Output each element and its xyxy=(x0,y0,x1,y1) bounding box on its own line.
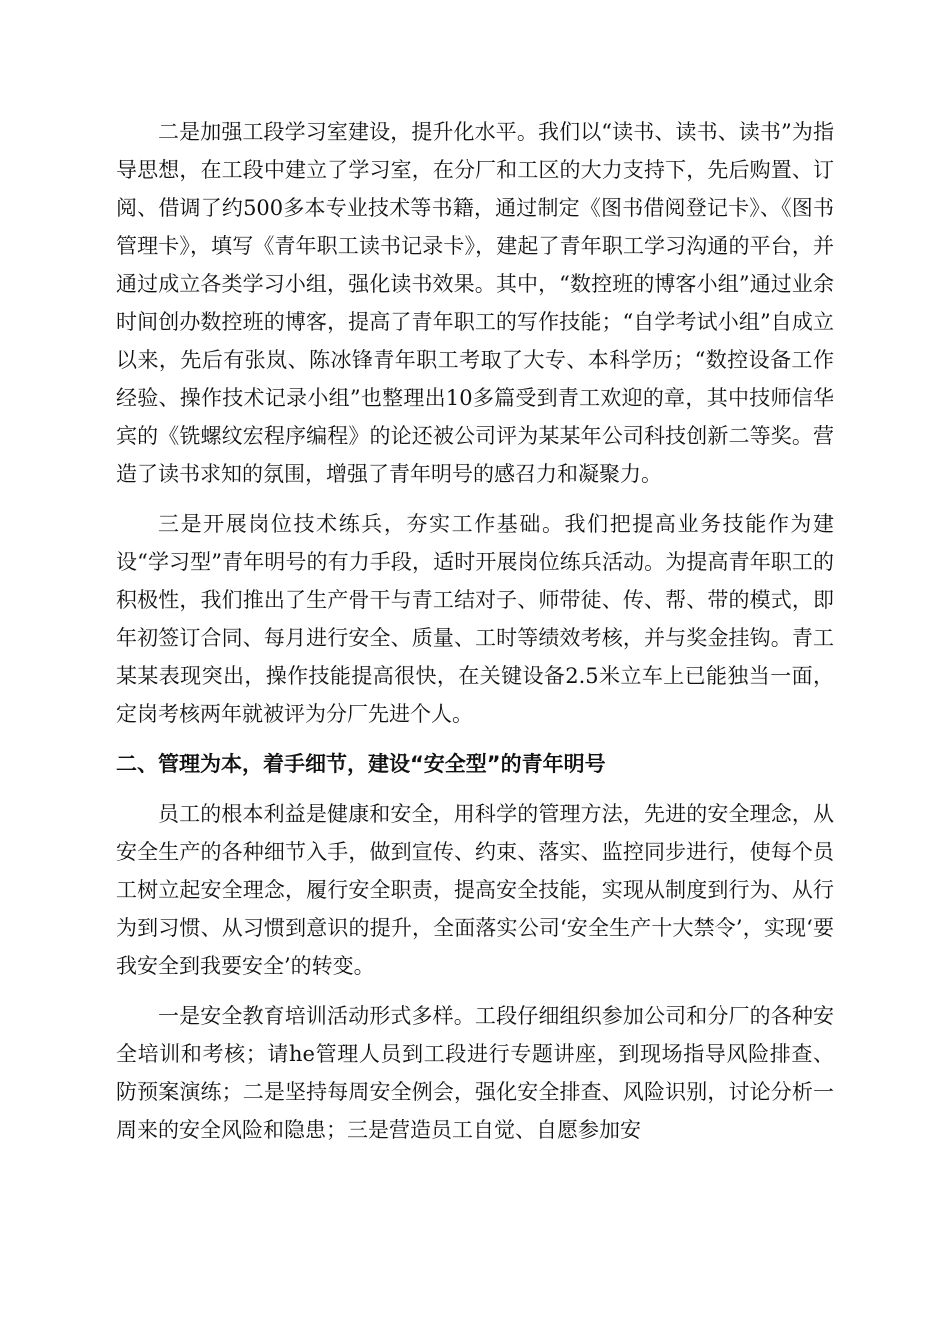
document-page xyxy=(116,113,834,1149)
paragraph-study-room: 二是加强工段学习室建设，提升化水平。我们以“读书、读书、读书”为指导思想，在工段中建立了学习室，在分厂和工区的大力支持下，先后购置、订阅、借调了约500多本专业技术等书籍，通过制定《图书借阅登记卡》、《图书管理卡》，填写《青年职工读书记录卡》，建起了青年职工学习沟通的平台，并通过成立各类学习小组，强化读书效果。其中，“数控班的博客小组”通过业余时间创办数控班的博客，提高了青年职工的写作技能；“自学考试小组”自成立以来，先后有张岚、陈冰锋青年职工考取了大专、本科学历；“数控设备工作经验、操作技术记录小组”也整理出10多篇受到青工欢迎的章，其中技师信华宾的《铣螺纹宏程序编程》的论还被公司评为某某年公司科技创新二等奖。营造了读书求知的氛围，增强了青年明号的感召力和凝聚力。 xyxy=(116,120,834,486)
section-heading-safety: 二、管理为本，着手细节，建设“安全型”的青年明号 xyxy=(116,752,606,776)
paragraph-safety-education: 一是安全教育培训活动形式多样。工段仔细组织参加公司和分厂的各种安全培训和考核；请he管理人员到工段进行专题讲座，到现场指导风险排查、防预案演练；二是坚持每周安全例会，强化安全排查、风险识别，讨论分析一周来的安全风险和隐患；三是营造员工自觉、自愿参加安 xyxy=(116,1004,834,1142)
paragraph-skill-training: 三是开展岗位技术练兵，夯实工作基础。我们把提高业务技能作为建设“学习型”青年明号的有力手段，适时开展岗位练兵活动。为提高青年职工的积极性，我们推出了生产骨干与青工结对子、师带徒、传、帮、带的模式，即年初签订合同、每月进行安全、质量、工时等绩效考核，并与奖金挂钩。青工某某表现突出，操作技能提高很快，在关键设备2.5米立车上已能独当一面，定岗考核两年就被评为分厂先进个人。 xyxy=(116,512,834,726)
paragraph-safety-intro: 员工的根本利益是健康和安全，用科学的管理方法，先进的安全理念，从安全生产的各种细节入手，做到宣传、约束、落实、监控同步进行，使每个员工树立起安全理念，履行安全职责，提高安全技能，实现从制度到行为、从行为到习惯、从习惯到意识的提升，全面落实公司‘安全生产十大禁令’，实现‘要我安全到我要安全’的转变。 xyxy=(116,802,834,978)
